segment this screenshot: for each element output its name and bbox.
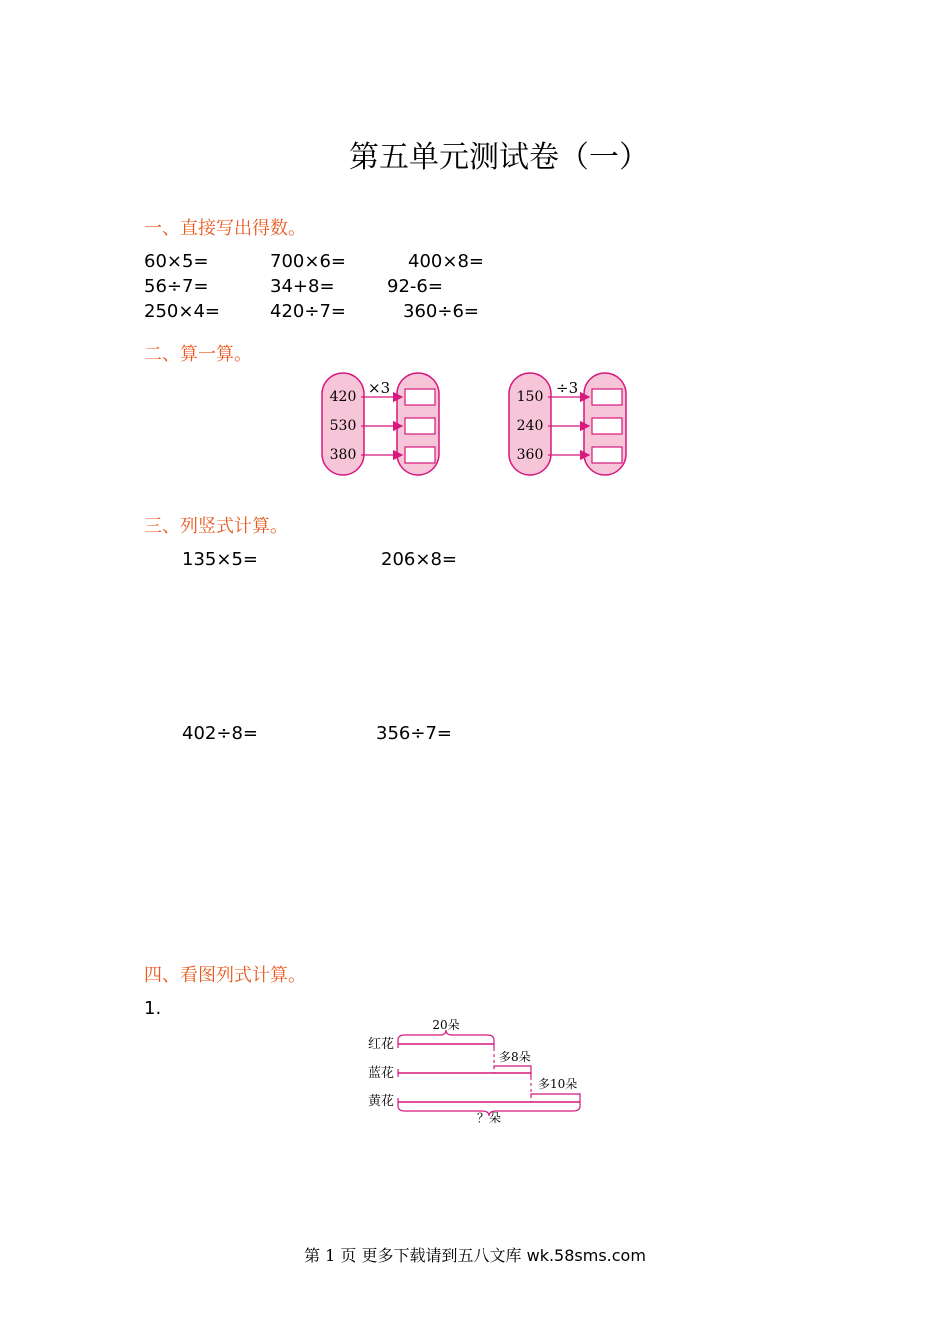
question-label: ？朵 xyxy=(476,1111,502,1125)
vertical-calc-problem: 402÷8= xyxy=(182,723,258,744)
vertical-calc-problem: 356÷7= xyxy=(376,723,452,744)
operator-label: ÷3 xyxy=(556,379,579,397)
section-2-heading: 二、算一算。 xyxy=(144,344,252,365)
blue-more-label: 多8朵 xyxy=(499,1050,531,1064)
expression: 700×6= xyxy=(270,251,346,272)
row-label-blue: 蓝花 xyxy=(368,1066,395,1081)
red-count-label: 20朵 xyxy=(432,1018,460,1032)
input-value: 360 xyxy=(516,447,544,463)
yellow-extra-bracket xyxy=(531,1094,580,1098)
input-value: 240 xyxy=(516,418,544,434)
row-label-red: 红花 xyxy=(368,1037,395,1052)
vertical-calc-problem: 206×8= xyxy=(381,549,457,570)
expression: 420÷7= xyxy=(270,301,346,322)
footer-url[interactable]: wk.58sms.com xyxy=(526,1246,646,1265)
answer-box[interactable] xyxy=(405,389,435,405)
yellow-more-label: 多10朵 xyxy=(538,1077,578,1091)
mapping-diagram-multiply xyxy=(322,373,439,475)
section-4-heading: 四、看图列式计算。 xyxy=(144,965,306,986)
input-value: 150 xyxy=(516,389,544,405)
answer-box[interactable] xyxy=(592,418,622,434)
row-label-yellow: 黄花 xyxy=(368,1094,395,1109)
expression: 360÷6= xyxy=(403,301,479,322)
vertical-calc-problem: 135×5= xyxy=(182,549,258,570)
answer-box[interactable] xyxy=(405,447,435,463)
expression: 56÷7= xyxy=(144,276,209,297)
input-value: 380 xyxy=(329,447,357,463)
mapping-diagrams xyxy=(315,368,645,484)
operator-label: ×3 xyxy=(368,379,391,397)
answer-box[interactable] xyxy=(405,418,435,434)
expression: 92-6= xyxy=(387,276,443,297)
section-1-heading: 一、直接写出得数。 xyxy=(144,218,306,239)
blue-extra-bracket xyxy=(494,1066,531,1069)
expression: 400×8= xyxy=(408,251,484,272)
footer-text: 第 1 页 更多下载请到五八文库 xyxy=(304,1246,527,1265)
answer-box[interactable] xyxy=(592,389,622,405)
mapping-diagram-divide xyxy=(509,373,626,475)
expression: 34+8= xyxy=(270,276,335,297)
input-value: 420 xyxy=(329,389,357,405)
page-footer xyxy=(0,1243,950,1266)
expression: 250×4= xyxy=(144,301,220,322)
flower-bar-diagram xyxy=(360,1014,590,1126)
expression: 60×5= xyxy=(144,251,209,272)
input-value: 530 xyxy=(329,418,357,434)
item-number: 1. xyxy=(144,998,162,1019)
page-title: 第五单元测试卷（一） xyxy=(349,140,649,175)
answer-box[interactable] xyxy=(592,447,622,463)
section-3-heading: 三、列竖式计算。 xyxy=(144,516,288,537)
